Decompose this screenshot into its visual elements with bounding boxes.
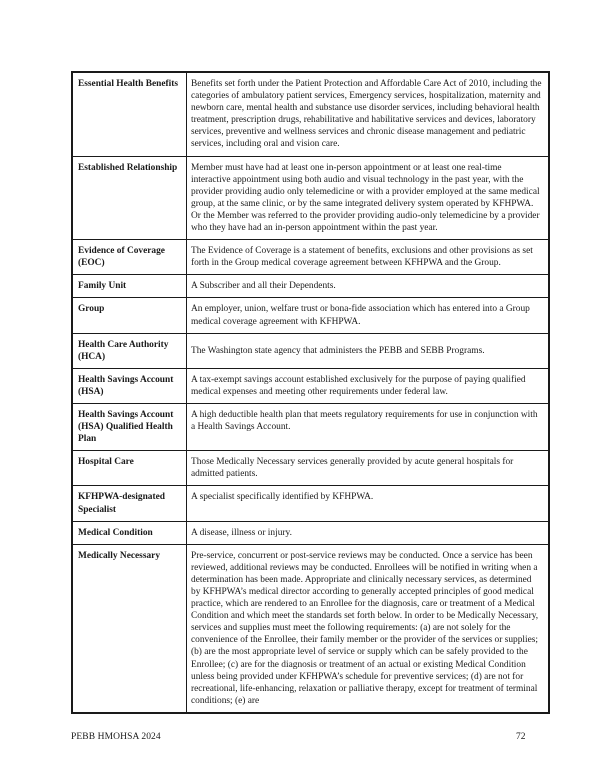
term-cell: Group [72, 298, 187, 333]
term-cell: Hospital Care [72, 451, 187, 486]
definition-cell: A disease, illness or injury. [187, 521, 550, 544]
term-cell: Established Relationship [72, 156, 187, 240]
definition-row [72, 333, 549, 368]
definition-cell: Pre-service, concurrent or post-service reviews may be conducted. Once a service has been reviewed, additional reviews may be conducted. Enrollees will be notified in writing when a determination has been made. Appropriate and clinically necessary services, as determined by KFHPWA’s medical director according to generally accepted principles of good medical practice, which are rendered to an Enrollee for the diagnosis, care or treatment of a Medical Condition and which meet the standards set forth below. In order to be Medically Necessary, services and supplies must meet the following requirements: (a) are not solely for the convenience of the Enrollee, their family member or the provider of the services or supplies; (b) are the most appropriate level of service or supply which can be safely provided to the Enrollee; (c) are for the diagnosis or treatment of an actual or existing Medical Condition unless being provided under KFHPWA’s schedule for preventive services; (d) are not for recreational, life-enhancing, relaxation or palliative therapy, except for treatment of terminal conditions; (e) are [187, 544, 550, 713]
definition-cell: Those Medically Necessary services generally provided by acute general hospitals for admitted patients. [187, 451, 550, 486]
definition-row [72, 544, 549, 713]
definition-row [72, 368, 549, 403]
term-cell: Health Care Authority (HCA) [72, 333, 187, 368]
term-cell: Family Unit [72, 275, 187, 298]
definition-row [72, 72, 549, 156]
definition-row [72, 403, 549, 450]
definition-cell: The Washington state agency that administers the PEBB and SEBB Programs. [187, 333, 550, 368]
definition-cell: A high deductible health plan that meets regulatory requirements for use in conjunction with a Health Savings Account. [187, 403, 550, 450]
definition-row [72, 275, 549, 298]
definition-cell: Benefits set forth under the Patient Protection and Affordable Care Act of 2010, including the categories of ambulatory patient services, Emergency services, hospitalization, maternity and newborn care, mental health and substance use disorder services, including behavioral health treatment, prescription drugs, rehabilitative and habilitative services and devices, laboratory services, preventive and wellness services and chronic disease management and pediatric services, including oral and vision care. [187, 72, 550, 156]
definition-row [72, 521, 549, 544]
definition-row [72, 451, 549, 486]
definition-row [72, 298, 549, 333]
definition-cell: A specialist specifically identified by KFHPWA. [187, 486, 550, 521]
definition-cell: A tax-exempt savings account established exclusively for the purpose of paying qualified medical expenses and meeting other requirements under federal law. [187, 368, 550, 403]
term-cell: Medical Condition [72, 521, 187, 544]
term-cell: KFHPWA-designated Specialist [72, 486, 187, 521]
definition-cell: A Subscriber and all their Dependents. [187, 275, 550, 298]
definitions-table [71, 71, 550, 714]
term-cell: Medically Necessary [72, 544, 187, 713]
definition-cell: Member must have had at least one in-person appointment or at least one real-time interactive appointment using both audio and visual technology in the past year, with the provider providing audio only telemedicine or with a provider employed at the same medical group, at the same clinic, or by the same integrated delivery system operated by KFHPWA. Or the Member was referred to the provider providing audio-only telemedicine by a provider who they have had an in-person appointment within the past year. [187, 156, 550, 240]
definition-row [72, 240, 549, 275]
term-cell: Health Savings Account (HSA) Qualified Health Plan [72, 403, 187, 450]
footer-document-name: PEBB HMOHSA 2024 [71, 732, 161, 742]
definition-row [72, 156, 549, 240]
definition-cell: The Evidence of Coverage is a statement of benefits, exclusions and other provisions as set forth in the Group medical coverage agreement between KFHPWA and the Group. [187, 240, 550, 275]
term-cell: Essential Health Benefits [72, 72, 187, 156]
term-cell: Evidence of Coverage (EOC) [72, 240, 187, 275]
definition-cell: An employer, union, welfare trust or bona-fide association which has entered into a Group medical coverage agreement with KFHPWA. [187, 298, 550, 333]
definition-row [72, 486, 549, 521]
term-cell: Health Savings Account (HSA) [72, 368, 187, 403]
footer-page-number: 72 [516, 732, 526, 742]
